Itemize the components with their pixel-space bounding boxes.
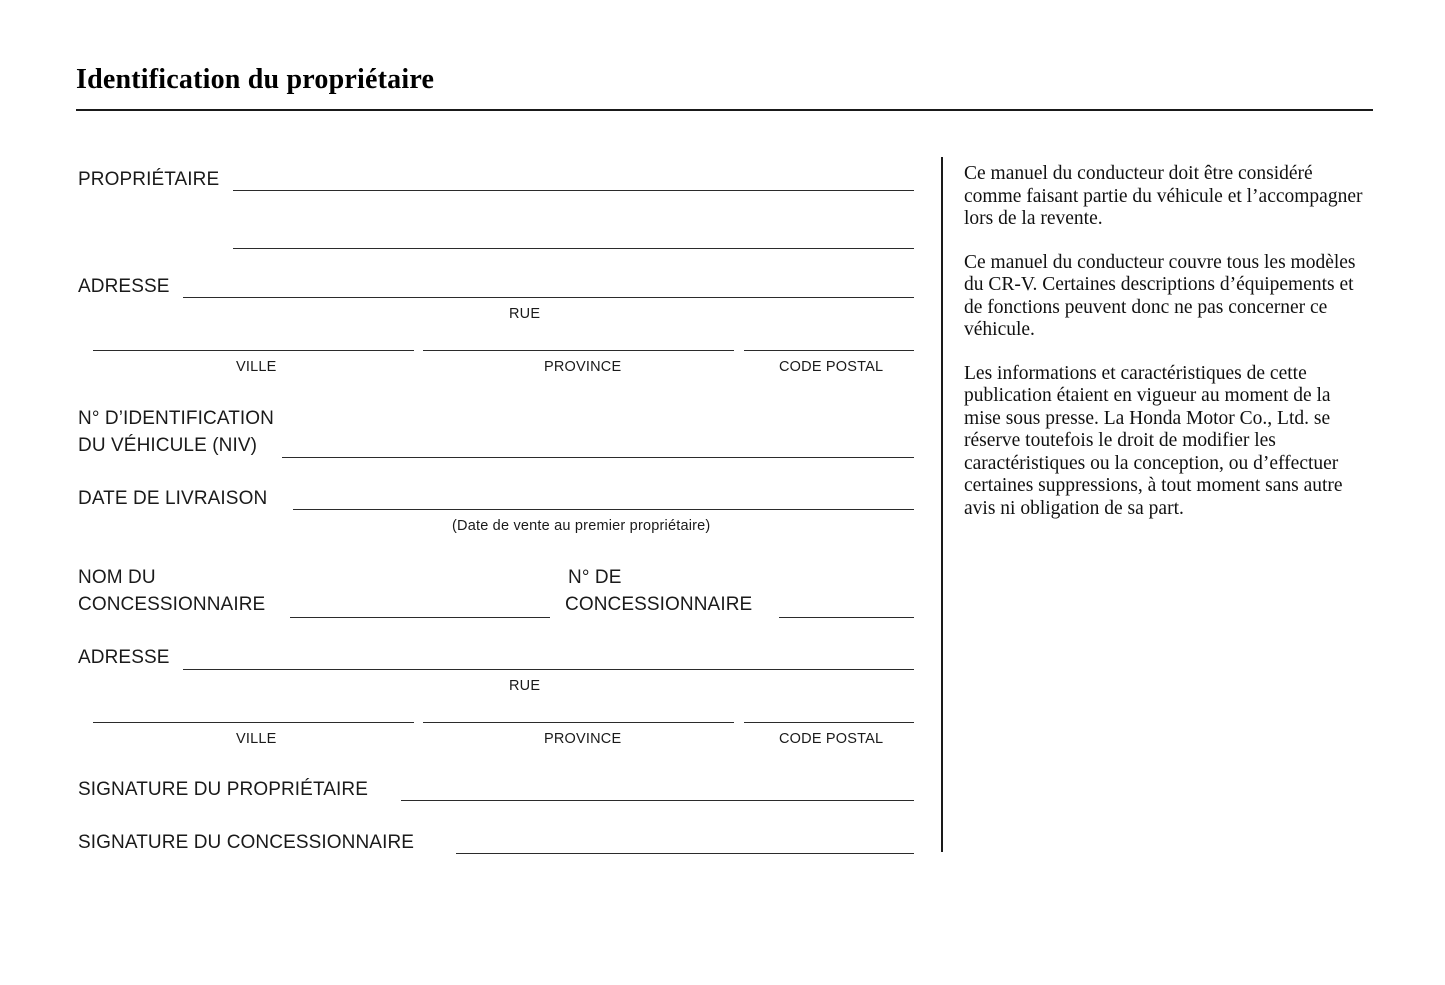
delivery-date-input-line[interactable] [293, 509, 914, 510]
vin-label-line-1: N° D’IDENTIFICATION [78, 408, 274, 429]
note-paragraph-1: Ce manuel du conducteur doit être considéré comme faisant partie du véhicule et l’accompagner lors de la revente. [964, 163, 1363, 229]
vin-input-line[interactable] [282, 457, 914, 458]
dealer-address-label: ADRESSE [78, 647, 170, 668]
dealer-name-input-line[interactable] [290, 617, 550, 618]
dealer-signature-input-line[interactable] [456, 853, 914, 854]
vin-label-line-2: DU VÉHICULE (NIV) [78, 435, 258, 456]
owner-province-input-line[interactable] [423, 350, 734, 351]
owner-province-caption: PROVINCE [544, 359, 622, 375]
owner-street-input-line[interactable] [183, 297, 914, 298]
owner-input-line-1[interactable] [233, 190, 914, 191]
notes-column [964, 163, 1364, 520]
owner-postal-input-line[interactable] [744, 350, 914, 351]
owner-signature-input-line[interactable] [401, 800, 914, 801]
dealer-province-caption: PROVINCE [544, 731, 622, 747]
dealer-street-input-line[interactable] [183, 669, 914, 670]
owner-street-caption: RUE [509, 306, 541, 322]
delivery-date-caption: (Date de vente au premier propriétaire) [452, 518, 711, 534]
owner-input-line-2[interactable] [233, 248, 914, 249]
dealer-name-label-line-1: NOM DU [78, 567, 156, 588]
dealer-city-caption: VILLE [236, 731, 277, 747]
dealer-signature-label: SIGNATURE DU CONCESSIONNAIRE [78, 832, 415, 853]
dealer-number-input-line[interactable] [779, 617, 914, 618]
dealer-number-label-line-1: N° DE [568, 567, 622, 588]
dealer-street-caption: RUE [509, 678, 541, 694]
column-divider [941, 157, 943, 852]
dealer-postal-input-line[interactable] [744, 722, 914, 723]
dealer-name-label-line-2: CONCESSIONNAIRE [78, 594, 266, 615]
dealer-city-input-line[interactable] [93, 722, 414, 723]
note-paragraph-2: Ce manuel du conducteur couvre tous les modèles du CR-V. Certaines descriptions d’équipements et de fonctions peuvent donc ne pas concerner ce véhicule. [964, 251, 1356, 340]
owner-city-caption: VILLE [236, 359, 277, 375]
owner-postal-caption: CODE POSTAL [779, 359, 884, 375]
owner-label: PROPRIÉTAIRE [78, 169, 220, 190]
dealer-number-label-line-2: CONCESSIONNAIRE [565, 594, 753, 615]
owner-address-label: ADRESSE [78, 276, 170, 297]
delivery-date-label: DATE DE LIVRAISON [78, 488, 268, 509]
owner-city-input-line[interactable] [93, 350, 414, 351]
page-title: Identification du propriétaire [76, 64, 435, 95]
dealer-province-input-line[interactable] [423, 722, 734, 723]
dealer-postal-caption: CODE POSTAL [779, 731, 884, 747]
owner-signature-label: SIGNATURE DU PROPRIÉTAIRE [78, 779, 368, 800]
note-paragraph-3: Les informations et caractéristiques de cette publication étaient en vigueur au moment de la mise sous presse. La Honda Motor Co., Ltd. se réserve toutefois le droit de modifier les caractéristiques ou la conception, ou d’effectuer certaines suppressions, à tout moment sans autre avis ni obligation de sa part. [964, 362, 1343, 519]
